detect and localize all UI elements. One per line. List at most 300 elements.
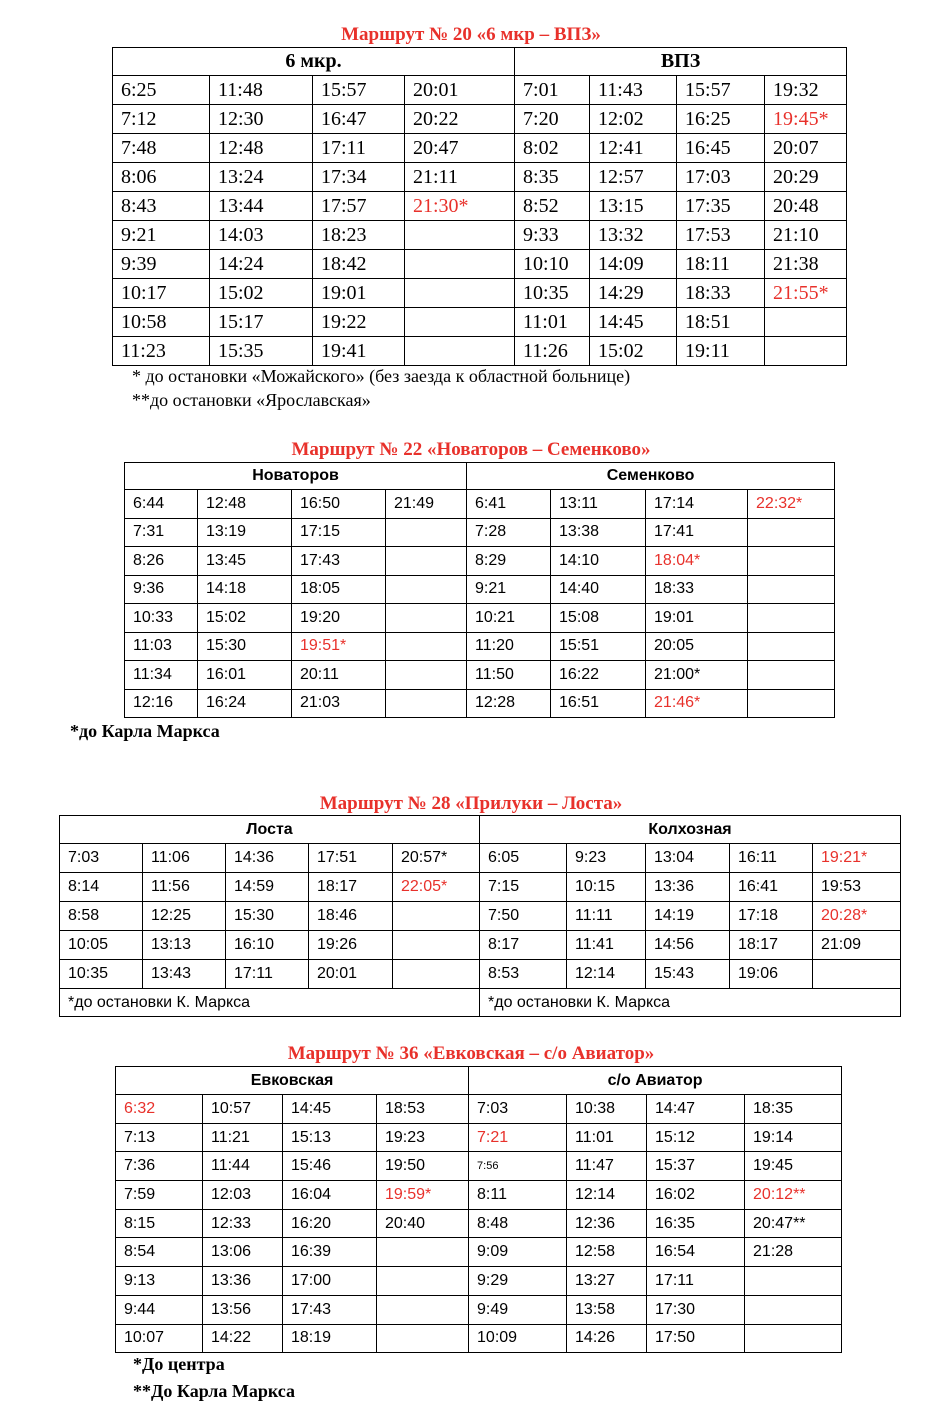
time-cell: 20:07	[765, 134, 847, 163]
time-cell: 19:21*	[813, 844, 901, 873]
time-cell: 21:11	[405, 163, 515, 192]
time-cell: 9:29	[469, 1267, 567, 1296]
route20-to-header: ВПЗ	[515, 48, 847, 76]
time-cell: 17:14	[646, 490, 748, 519]
time-cell: 15:35	[210, 337, 313, 366]
time-cell: 13:13	[143, 931, 226, 960]
time-cell: 8:53	[480, 960, 567, 989]
time-cell: 17:34	[313, 163, 405, 192]
time-cell: 8:58	[60, 902, 143, 931]
time-cell: 21:55*	[765, 279, 847, 308]
table-row	[116, 1295, 842, 1324]
time-cell: 10:15	[567, 873, 646, 902]
time-cell: 9:21	[467, 575, 551, 604]
time-cell: 17:35	[677, 192, 765, 221]
table-row	[116, 1152, 842, 1181]
time-cell: 13:44	[210, 192, 313, 221]
time-cell: 8:02	[515, 134, 590, 163]
time-cell: 12:03	[203, 1181, 283, 1210]
time-cell	[377, 1238, 469, 1267]
time-cell: 19:11	[677, 337, 765, 366]
table-row	[60, 931, 901, 960]
time-cell: 6:44	[125, 490, 198, 519]
time-cell: 7:31	[125, 518, 198, 547]
time-cell: 9:21	[113, 221, 210, 250]
time-cell: 16:04	[283, 1181, 377, 1210]
time-cell: 17:11	[226, 960, 309, 989]
time-cell: 19:22	[313, 308, 405, 337]
table-row	[116, 1324, 842, 1353]
time-cell: 16:45	[677, 134, 765, 163]
time-cell: 12:30	[210, 105, 313, 134]
time-cell: 12:58	[567, 1238, 647, 1267]
time-cell: 20:12**	[745, 1181, 842, 1210]
time-cell: 15:57	[677, 76, 765, 105]
time-cell: 21:09	[813, 931, 901, 960]
time-cell: 7:20	[515, 105, 590, 134]
time-cell: 17:00	[283, 1267, 377, 1296]
time-cell: 16:50	[292, 490, 386, 519]
time-cell: 18:33	[677, 279, 765, 308]
route28-table	[59, 815, 901, 1017]
time-cell: 18:04*	[646, 547, 748, 576]
time-cell: 7:01	[515, 76, 590, 105]
time-cell: 12:36	[567, 1209, 647, 1238]
time-cell: 16:41	[730, 873, 813, 902]
time-cell: 14:40	[551, 575, 646, 604]
time-cell: 9:23	[567, 844, 646, 873]
time-cell	[748, 661, 835, 690]
time-cell: 9:33	[515, 221, 590, 250]
time-cell: 7:13	[116, 1123, 203, 1152]
time-cell: 8:14	[60, 873, 143, 902]
time-cell: 18:53	[377, 1095, 469, 1124]
time-cell: 17:50	[647, 1324, 745, 1353]
time-cell	[386, 575, 467, 604]
time-cell	[377, 1324, 469, 1353]
time-cell: 16:22	[551, 661, 646, 690]
time-cell: 14:29	[590, 279, 677, 308]
time-cell: 14:45	[283, 1095, 377, 1124]
table-row	[125, 547, 835, 576]
time-cell: 7:50	[480, 902, 567, 931]
table-row	[113, 76, 847, 105]
time-cell: 19:41	[313, 337, 405, 366]
table-row	[60, 902, 901, 931]
time-cell: 8:15	[116, 1209, 203, 1238]
time-cell: 19:59*	[377, 1181, 469, 1210]
time-cell: 12:25	[143, 902, 226, 931]
time-cell	[386, 632, 467, 661]
time-cell: 11:01	[515, 308, 590, 337]
route20-note-2: **до остановки «Ярославская»	[132, 390, 371, 410]
time-cell	[745, 1324, 842, 1353]
time-cell: 10:07	[116, 1324, 203, 1353]
time-cell: 18:46	[309, 902, 393, 931]
time-cell: 14:18	[198, 575, 292, 604]
route28-to-header: Колхозная	[480, 816, 901, 844]
time-cell	[386, 689, 467, 718]
time-cell: 15:30	[198, 632, 292, 661]
time-cell: 15:08	[551, 604, 646, 633]
time-cell: 12:33	[203, 1209, 283, 1238]
time-cell: 18:17	[309, 873, 393, 902]
time-cell: 11:03	[125, 632, 198, 661]
time-cell: 11:56	[143, 873, 226, 902]
time-cell: 18:33	[646, 575, 748, 604]
time-cell: 10:33	[125, 604, 198, 633]
time-cell: 16:20	[283, 1209, 377, 1238]
time-cell	[748, 547, 835, 576]
time-cell: 19:50	[377, 1152, 469, 1181]
time-cell: 15:02	[210, 279, 313, 308]
time-cell: 18:51	[677, 308, 765, 337]
time-cell	[405, 221, 515, 250]
time-cell: 9:49	[469, 1295, 567, 1324]
time-cell: 8:48	[469, 1209, 567, 1238]
route28-from-note: *до остановки К. Маркса	[60, 989, 480, 1017]
table-row	[113, 192, 847, 221]
time-cell: 14:22	[203, 1324, 283, 1353]
time-cell: 19:51*	[292, 632, 386, 661]
time-cell	[386, 604, 467, 633]
table-row	[116, 1123, 842, 1152]
time-cell: 17:30	[647, 1295, 745, 1324]
time-cell: 11:21	[203, 1123, 283, 1152]
route20-body	[113, 76, 847, 366]
time-cell: 12:28	[467, 689, 551, 718]
time-cell: 8:11	[469, 1181, 567, 1210]
time-cell: 14:59	[226, 873, 309, 902]
time-cell	[386, 661, 467, 690]
time-cell: 17:41	[646, 518, 748, 547]
table-row	[113, 279, 847, 308]
time-cell: 15:12	[647, 1123, 745, 1152]
time-cell: 20:01	[309, 960, 393, 989]
route20-note-1: * до остановки «Можайского» (без заезда к областной больнице)	[132, 366, 631, 386]
time-cell: 9:36	[125, 575, 198, 604]
table-row	[113, 163, 847, 192]
time-cell: 21:28	[745, 1238, 842, 1267]
time-cell: 7:12	[113, 105, 210, 134]
time-cell: 16:54	[647, 1238, 745, 1267]
time-cell: 19:01	[313, 279, 405, 308]
time-cell: 17:03	[677, 163, 765, 192]
time-cell: 9:39	[113, 250, 210, 279]
time-cell	[405, 308, 515, 337]
time-cell: 16:35	[647, 1209, 745, 1238]
time-cell: 7:21	[469, 1123, 567, 1152]
route28-body	[60, 844, 901, 989]
time-cell: 20:22	[405, 105, 515, 134]
time-cell: 19:01	[646, 604, 748, 633]
route36-body	[116, 1095, 842, 1353]
table-row	[113, 337, 847, 366]
time-cell: 15:43	[646, 960, 730, 989]
time-cell: 6:05	[480, 844, 567, 873]
time-cell: 8:52	[515, 192, 590, 221]
time-cell: 17:11	[647, 1267, 745, 1296]
time-cell: 18:11	[677, 250, 765, 279]
time-cell: 13:32	[590, 221, 677, 250]
route36-note-2: **До Карла Маркса	[133, 1381, 295, 1401]
time-cell: 15:51	[551, 632, 646, 661]
table-row	[125, 518, 835, 547]
time-cell: 10:21	[467, 604, 551, 633]
table-row	[116, 1209, 842, 1238]
time-cell: 8:54	[116, 1238, 203, 1267]
time-cell: 20:57*	[393, 844, 480, 873]
time-cell: 18:05	[292, 575, 386, 604]
time-cell: 19:20	[292, 604, 386, 633]
route20-table	[112, 47, 847, 366]
time-cell	[405, 250, 515, 279]
time-cell: 10:35	[60, 960, 143, 989]
time-cell	[405, 337, 515, 366]
table-row	[113, 221, 847, 250]
time-cell	[386, 547, 467, 576]
time-cell: 18:19	[283, 1324, 377, 1353]
route22-title: Маршрут № 22 «Новаторов – Семенково»	[291, 439, 651, 460]
time-cell: 16:51	[551, 689, 646, 718]
time-cell: 17:11	[313, 134, 405, 163]
time-cell: 21:46*	[646, 689, 748, 718]
table-row	[125, 632, 835, 661]
time-cell: 14:45	[590, 308, 677, 337]
time-cell: 15:57	[313, 76, 405, 105]
route36-to-header: с/о Авиатор	[469, 1067, 842, 1095]
table-row	[113, 308, 847, 337]
route20-title: Маршрут № 20 «6 мкр – ВПЗ»	[341, 24, 601, 45]
table-row	[125, 604, 835, 633]
table-row	[60, 873, 901, 902]
time-cell: 18:35	[745, 1095, 842, 1124]
time-cell: 20:40	[377, 1209, 469, 1238]
time-cell: 14:03	[210, 221, 313, 250]
time-cell: 17:53	[677, 221, 765, 250]
time-cell: 7:56	[469, 1152, 567, 1181]
time-cell: 20:11	[292, 661, 386, 690]
time-cell: 16:11	[730, 844, 813, 873]
table-row	[113, 134, 847, 163]
time-cell: 6:41	[467, 490, 551, 519]
time-cell: 19:23	[377, 1123, 469, 1152]
route20-from-header: 6 мкр.	[113, 48, 515, 76]
time-cell	[393, 960, 480, 989]
time-cell: 13:27	[567, 1267, 647, 1296]
time-cell: 7:48	[113, 134, 210, 163]
time-cell: 22:05*	[393, 873, 480, 902]
time-cell	[377, 1267, 469, 1296]
time-cell: 8:26	[125, 547, 198, 576]
time-cell: 13:58	[567, 1295, 647, 1324]
time-cell: 13:45	[198, 547, 292, 576]
time-cell: 14:56	[646, 931, 730, 960]
time-cell: 11:34	[125, 661, 198, 690]
time-cell: 14:10	[551, 547, 646, 576]
route28-to-note: *до остановки К. Маркса	[480, 989, 901, 1017]
time-cell: 8:06	[113, 163, 210, 192]
route28-from-header: Лоста	[60, 816, 480, 844]
route28-title: Маршрут № 28 «Прилуки – Лоста»	[319, 793, 623, 814]
time-cell: 17:43	[292, 547, 386, 576]
time-cell: 11:06	[143, 844, 226, 873]
time-cell: 7:03	[60, 844, 143, 873]
time-cell: 10:58	[113, 308, 210, 337]
time-cell	[748, 632, 835, 661]
route22-table	[124, 462, 835, 718]
time-cell: 20:29	[765, 163, 847, 192]
time-cell: 10:35	[515, 279, 590, 308]
time-cell: 13:56	[203, 1295, 283, 1324]
time-cell: 11:20	[467, 632, 551, 661]
time-cell: 7:36	[116, 1152, 203, 1181]
table-row	[113, 250, 847, 279]
time-cell: 14:09	[590, 250, 677, 279]
time-cell: 13:19	[198, 518, 292, 547]
time-cell	[748, 575, 835, 604]
time-cell: 16:10	[226, 931, 309, 960]
time-cell: 15:17	[210, 308, 313, 337]
time-cell: 20:47	[405, 134, 515, 163]
time-cell: 10:05	[60, 931, 143, 960]
time-cell: 8:17	[480, 931, 567, 960]
time-cell: 11:48	[210, 76, 313, 105]
time-cell	[813, 960, 901, 989]
time-cell	[748, 518, 835, 547]
time-cell: 20:28*	[813, 902, 901, 931]
time-cell: 12:41	[590, 134, 677, 163]
time-cell: 9:09	[469, 1238, 567, 1267]
table-row	[116, 1267, 842, 1296]
time-cell: 16:47	[313, 105, 405, 134]
time-cell: 13:36	[203, 1267, 283, 1296]
time-cell: 10:10	[515, 250, 590, 279]
time-cell: 14:26	[567, 1324, 647, 1353]
route36-table	[115, 1066, 842, 1353]
time-cell: 17:18	[730, 902, 813, 931]
time-cell: 17:51	[309, 844, 393, 873]
time-cell: 8:29	[467, 547, 551, 576]
time-cell: 7:28	[467, 518, 551, 547]
time-cell: 8:43	[113, 192, 210, 221]
time-cell: 11:26	[515, 337, 590, 366]
time-cell: 21:38	[765, 250, 847, 279]
time-cell: 12:14	[567, 1181, 647, 1210]
time-cell	[393, 931, 480, 960]
time-cell: 12:48	[210, 134, 313, 163]
route22-body	[125, 490, 835, 718]
time-cell: 18:17	[730, 931, 813, 960]
time-cell: 16:01	[198, 661, 292, 690]
time-cell: 14:36	[226, 844, 309, 873]
time-cell: 16:25	[677, 105, 765, 134]
time-cell: 20:47**	[745, 1209, 842, 1238]
time-cell: 12:16	[125, 689, 198, 718]
time-cell: 21:03	[292, 689, 386, 718]
time-cell: 16:02	[647, 1181, 745, 1210]
route22-to-header: Семенково	[467, 463, 835, 490]
table-row	[116, 1238, 842, 1267]
time-cell	[748, 604, 835, 633]
time-cell: 13:36	[646, 873, 730, 902]
time-cell: 19:14	[745, 1123, 842, 1152]
time-cell: 13:04	[646, 844, 730, 873]
time-cell: 8:35	[515, 163, 590, 192]
time-cell: 17:15	[292, 518, 386, 547]
time-cell: 13:11	[551, 490, 646, 519]
time-cell: 9:44	[116, 1295, 203, 1324]
time-cell: 7:59	[116, 1181, 203, 1210]
time-cell	[386, 518, 467, 547]
table-row	[125, 661, 835, 690]
time-cell: 10:38	[567, 1095, 647, 1124]
time-cell: 21:49	[386, 490, 467, 519]
time-cell: 19:32	[765, 76, 847, 105]
time-cell: 21:10	[765, 221, 847, 250]
time-cell: 15:02	[590, 337, 677, 366]
time-cell: 15:30	[226, 902, 309, 931]
time-cell	[765, 308, 847, 337]
time-cell	[748, 689, 835, 718]
time-cell: 11:41	[567, 931, 646, 960]
time-cell	[405, 279, 515, 308]
time-cell: 11:50	[467, 661, 551, 690]
time-cell: 13:06	[203, 1238, 283, 1267]
time-cell: 15:46	[283, 1152, 377, 1181]
time-cell: 22:32*	[748, 490, 835, 519]
time-cell	[765, 337, 847, 366]
time-cell: 10:57	[203, 1095, 283, 1124]
time-cell	[377, 1295, 469, 1324]
time-cell: 19:26	[309, 931, 393, 960]
route36-from-header: Евковская	[116, 1067, 469, 1095]
time-cell: 19:06	[730, 960, 813, 989]
time-cell: 11:11	[567, 902, 646, 931]
route22-from-header: Новаторов	[125, 463, 467, 490]
time-cell: 13:38	[551, 518, 646, 547]
time-cell	[393, 902, 480, 931]
time-cell: 12:14	[567, 960, 646, 989]
time-cell: 10:17	[113, 279, 210, 308]
time-cell: 11:23	[113, 337, 210, 366]
time-cell: 11:01	[567, 1123, 647, 1152]
time-cell: 19:53	[813, 873, 901, 902]
time-cell: 17:57	[313, 192, 405, 221]
time-cell: 7:15	[480, 873, 567, 902]
time-cell: 15:13	[283, 1123, 377, 1152]
route22-note: *до Карла Маркса	[70, 721, 220, 741]
table-row	[60, 844, 901, 873]
time-cell: 18:42	[313, 250, 405, 279]
time-cell: 7:03	[469, 1095, 567, 1124]
time-cell: 19:45*	[765, 105, 847, 134]
time-cell: 21:30*	[405, 192, 515, 221]
time-cell: 16:24	[198, 689, 292, 718]
time-cell: 20:48	[765, 192, 847, 221]
table-row	[116, 1095, 842, 1124]
table-row	[125, 689, 835, 718]
table-row	[60, 960, 901, 989]
time-cell: 9:13	[116, 1267, 203, 1296]
table-row	[125, 490, 835, 519]
table-row	[113, 105, 847, 134]
time-cell: 20:05	[646, 632, 748, 661]
time-cell: 15:02	[198, 604, 292, 633]
time-cell: 14:47	[647, 1095, 745, 1124]
time-cell: 14:19	[646, 902, 730, 931]
route36-title: Маршрут № 36 «Евковская – с/о Авиатор»	[287, 1043, 655, 1064]
